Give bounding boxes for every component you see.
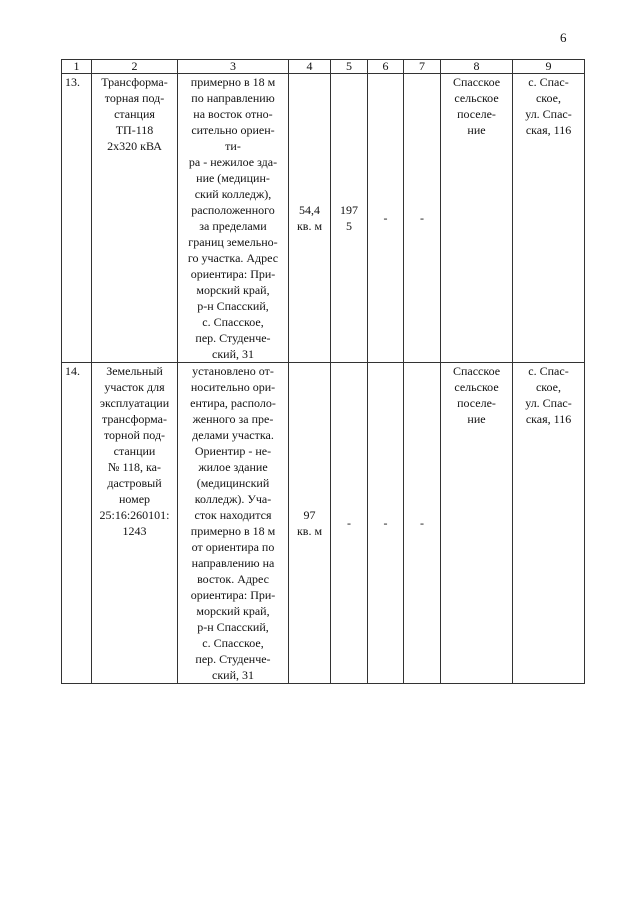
column-header: 1 [62, 60, 92, 74]
col6-cell: - [368, 74, 404, 363]
column-header: 7 [404, 60, 441, 74]
column-header: 2 [92, 60, 178, 74]
object-name-cell: Трансформа- торная под- станция ТП-118 2х320 кВА [92, 74, 178, 363]
col7-cell: - [404, 363, 441, 684]
table-row [62, 74, 585, 363]
header-row [62, 60, 585, 74]
settlement-cell: Спасское сельское поселе- ние [441, 74, 513, 363]
column-header: 8 [441, 60, 513, 74]
object-name-cell: Земельный участок для эксплуатации трансформа- торной под- станции № 118, ка- дастровый номер 25:16:260101: 1243 [92, 363, 178, 684]
year-cell: 197 5 [331, 74, 368, 363]
column-header: 9 [513, 60, 585, 74]
location-cell: примерно в 18 м по направлению на восток отно- сительно ориен- ти- ра - нежилое зда- ние (медицин- ский колледж), расположенного за пределами границ земельно- го участка. Адрес ориентира: При- морский край, р-н Спасский, с. Спасское, пер. Студенче- ский, 31 [178, 74, 289, 363]
page-number: 6 [560, 30, 567, 45]
column-header: 4 [289, 60, 331, 74]
year-cell: - [331, 363, 368, 684]
column-header: 5 [331, 60, 368, 74]
settlement-cell: Спасское сельское поселе- ние [441, 363, 513, 684]
column-header: 6 [368, 60, 404, 74]
address-cell: с. Спас- ское, ул. Спас- ская, 116 [513, 363, 585, 684]
area-cell: 54,4 кв. м [289, 74, 331, 363]
area-cell: 97 кв. м [289, 363, 331, 684]
row-number-cell: 14. [62, 363, 92, 684]
row-number-cell: 13. [62, 74, 92, 363]
location-cell: установлено от- носительно ори- ентира, располо- женного за пре- делами участка. Ориентир - не- жилое здание (медицинский колледж). Уча- сток находится примерно в 18 м от ориентира по направлению на восток. Адрес ориентира: При- морский край, р-н Спасский, с. Спасское, пер. Студенче- ский, 31 [178, 363, 289, 684]
address-cell: с. Спас- ское, ул. Спас- ская, 116 [513, 74, 585, 363]
table-row [62, 363, 585, 684]
registry-table [61, 59, 585, 684]
col7-cell: - [404, 74, 441, 363]
col6-cell: - [368, 363, 404, 684]
column-header: 3 [178, 60, 289, 74]
